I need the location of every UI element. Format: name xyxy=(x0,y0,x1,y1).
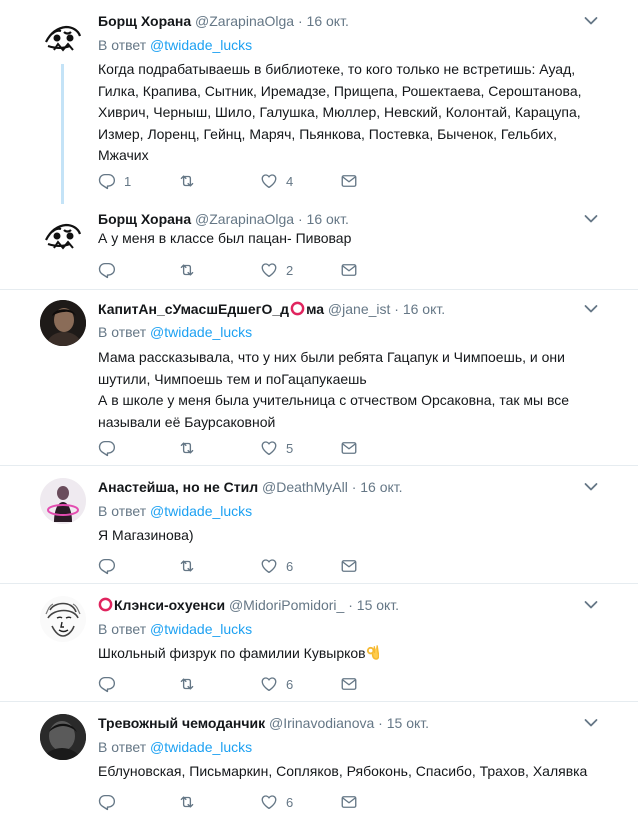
display-name[interactable]: Борщ Хорана xyxy=(98,211,192,227)
tweet-header xyxy=(98,596,399,614)
reply-button[interactable] xyxy=(98,556,116,576)
dm-button[interactable] xyxy=(340,171,358,191)
tweet-text-line: А в школе у меня была учительница с отчеством Орсаковна, так мы все xyxy=(98,392,570,408)
red-circle-emoji xyxy=(98,597,113,612)
tweet-item[interactable] xyxy=(0,198,638,290)
tweet-text: А у меня в классе был пацан- Пивовар xyxy=(98,230,352,246)
like-icon xyxy=(260,439,278,457)
retweet-icon xyxy=(178,172,196,190)
dm-icon xyxy=(340,793,358,811)
like-count: 4 xyxy=(286,173,294,189)
dm-button[interactable] xyxy=(340,674,358,694)
chevron-down-icon[interactable] xyxy=(584,718,598,728)
tweet-text-line: шутили, Чимпоешь тем и поГацапукаешь xyxy=(98,370,367,387)
user-handle[interactable]: @MidoriPomidori_ xyxy=(228,597,345,613)
tweet-header xyxy=(98,300,445,318)
chevron-down-icon[interactable] xyxy=(584,16,598,26)
timestamp[interactable]: 16 окт. xyxy=(360,479,403,495)
tweet-text-line: Мама рассказывала, что у них были ребята Гацапук и Чимпоешь, и они xyxy=(98,349,565,365)
tweet-actions xyxy=(98,792,368,812)
tweet-item[interactable] xyxy=(0,466,638,584)
reply-icon xyxy=(98,261,116,279)
display-name[interactable]: Борщ Хорана xyxy=(98,13,192,29)
dm-icon xyxy=(340,439,358,457)
timestamp[interactable]: 15 окт. xyxy=(386,715,430,731)
retweet-icon xyxy=(178,439,196,457)
like-button[interactable] xyxy=(260,556,293,576)
chevron-down-icon[interactable] xyxy=(584,600,598,610)
tweet-text-line: называли её Баурсаковной xyxy=(98,413,276,430)
reply-button[interactable] xyxy=(98,260,116,280)
separator: · xyxy=(344,597,357,613)
ok-hand-emoji xyxy=(366,645,379,660)
user-handle[interactable]: @jane_ist xyxy=(327,301,391,317)
reply-button[interactable] xyxy=(98,792,116,812)
like-icon xyxy=(260,675,278,693)
tweet-header xyxy=(98,714,429,732)
tweet-text xyxy=(98,643,598,665)
dm-button[interactable] xyxy=(340,556,358,576)
chevron-down-icon[interactable] xyxy=(584,482,598,492)
thread-line xyxy=(61,64,64,204)
avatar[interactable] xyxy=(40,210,86,256)
tweet-item[interactable] xyxy=(0,702,638,822)
reply-button[interactable] xyxy=(98,171,131,191)
retweet-button[interactable] xyxy=(178,792,196,812)
display-name-text: Клэнси-охуенси xyxy=(114,597,226,613)
like-icon xyxy=(260,793,278,811)
reply-to-link[interactable]: @twidade_lucks xyxy=(150,37,253,53)
tweet-header xyxy=(98,478,403,496)
reply-prefix: В ответ xyxy=(98,324,147,340)
reply-count: 1 xyxy=(124,173,132,189)
tweet-text-content: Школьный физрук по фамилии Кувырков xyxy=(98,645,366,661)
reply-icon xyxy=(98,675,116,693)
tweet-actions xyxy=(98,171,368,191)
like-button[interactable] xyxy=(260,438,293,458)
reply-to-link[interactable]: @twidade_lucks xyxy=(150,739,253,755)
like-count: 5 xyxy=(286,440,294,456)
avatar[interactable] xyxy=(40,12,86,58)
retweet-button[interactable] xyxy=(178,556,196,576)
dm-button[interactable] xyxy=(340,438,358,458)
separator: · xyxy=(390,301,403,317)
user-handle[interactable]: @ZarapinaOlga xyxy=(195,211,295,227)
tweet-item[interactable] xyxy=(0,0,638,198)
like-icon xyxy=(260,172,278,190)
reply-icon xyxy=(98,439,116,457)
user-handle[interactable]: @Irinavodianova xyxy=(269,715,375,731)
display-name[interactable]: Анастейша, но не Стил xyxy=(98,479,259,495)
dm-icon xyxy=(340,261,358,279)
separator: · xyxy=(294,211,307,227)
like-button[interactable] xyxy=(260,674,293,694)
tweet-item[interactable] xyxy=(0,290,638,466)
reply-to-link[interactable]: @twidade_lucks xyxy=(150,324,253,340)
avatar[interactable] xyxy=(40,714,86,760)
tweet-item[interactable] xyxy=(0,584,638,702)
display-name[interactable]: Тревожный чемоданчик xyxy=(98,715,266,731)
like-button[interactable] xyxy=(260,792,293,812)
reply-to-link[interactable]: @twidade_lucks xyxy=(150,503,253,519)
reply-prefix: В ответ xyxy=(98,37,147,53)
dm-icon xyxy=(340,557,358,575)
retweet-button[interactable] xyxy=(178,438,196,458)
chevron-down-icon[interactable] xyxy=(584,214,598,224)
timestamp[interactable]: 16 окт. xyxy=(306,211,349,227)
user-handle[interactable]: @DeathMyAll xyxy=(262,479,348,495)
timestamp[interactable]: 16 окт. xyxy=(402,301,446,317)
reply-prefix: В ответ xyxy=(98,621,147,637)
display-name-suffix: ма xyxy=(306,301,325,317)
separator: · xyxy=(374,715,387,731)
reply-prefix: В ответ xyxy=(98,739,147,755)
tweet-header xyxy=(98,12,349,30)
reply-to-link[interactable]: @twidade_lucks xyxy=(150,621,253,637)
like-count: 6 xyxy=(286,558,294,574)
tweet-header xyxy=(98,210,349,228)
retweet-icon xyxy=(178,675,196,693)
reply-context xyxy=(98,323,252,341)
like-count: 6 xyxy=(286,794,294,810)
retweet-button[interactable] xyxy=(178,674,196,694)
like-icon xyxy=(260,261,278,279)
separator: · xyxy=(294,13,307,29)
reply-button[interactable] xyxy=(98,438,116,458)
reply-context xyxy=(98,738,252,756)
retweet-button[interactable] xyxy=(178,171,196,191)
reply-button[interactable] xyxy=(98,674,116,694)
reply-icon xyxy=(98,793,116,811)
reply-icon xyxy=(98,557,116,575)
retweet-icon xyxy=(178,793,196,811)
tweet-text: Я Магазинова) xyxy=(98,527,194,543)
tweet-actions xyxy=(98,556,368,576)
display-name[interactable] xyxy=(98,597,225,613)
display-name-text: КапитАн_сУмасшЕдшегО_д xyxy=(98,301,290,317)
dm-button[interactable] xyxy=(340,792,358,812)
like-button[interactable] xyxy=(260,171,293,191)
chevron-down-icon[interactable] xyxy=(584,304,598,314)
red-circle-emoji xyxy=(290,301,305,316)
retweet-icon xyxy=(178,557,196,575)
like-icon xyxy=(260,557,278,575)
avatar[interactable] xyxy=(40,300,86,346)
timestamp[interactable]: 15 окт. xyxy=(356,597,400,613)
tweet-actions xyxy=(98,260,368,280)
avatar[interactable] xyxy=(40,478,86,524)
like-count: 6 xyxy=(286,676,294,692)
tweet-text: Еблуновская, Письмаркин, Сопляков, Рябоконь, Спасибо, Трахов, Халявка xyxy=(98,763,588,779)
user-handle[interactable]: @ZarapinaOlga xyxy=(195,13,295,29)
retweet-icon xyxy=(178,261,196,279)
like-button[interactable] xyxy=(260,260,293,280)
reply-context xyxy=(98,620,252,638)
like-count: 2 xyxy=(286,262,294,278)
separator: · xyxy=(347,479,361,495)
retweet-button[interactable] xyxy=(178,260,196,280)
tweet-text: Когда подрабатываешь в библиотеке, то кого только не встретишь: Ауад, Гилка, Крапива, Сытник, Иремадзе, Прищепа, Рошектаева, Сероштанова, Хиврич, Черныш, Шило, Галушка, Мюллер, Невский, Колонтай, Карацупа, Измер, Лоренц, Гейнц, Маряч, Пьянкова, Постевка, Быченок, Гельбих, Мжачих xyxy=(98,61,582,163)
display-name[interactable] xyxy=(98,301,324,317)
tweet-actions xyxy=(98,438,368,458)
avatar[interactable] xyxy=(40,596,86,642)
tweet-actions xyxy=(98,674,368,694)
reply-context xyxy=(98,502,252,520)
reply-icon xyxy=(98,172,116,190)
timestamp[interactable]: 16 окт. xyxy=(306,13,349,29)
tweet-text xyxy=(98,347,598,433)
dm-icon xyxy=(340,675,358,693)
reply-prefix: В ответ xyxy=(98,503,147,519)
dm-button[interactable] xyxy=(340,260,358,280)
dm-icon xyxy=(340,172,358,190)
reply-context xyxy=(98,36,252,54)
